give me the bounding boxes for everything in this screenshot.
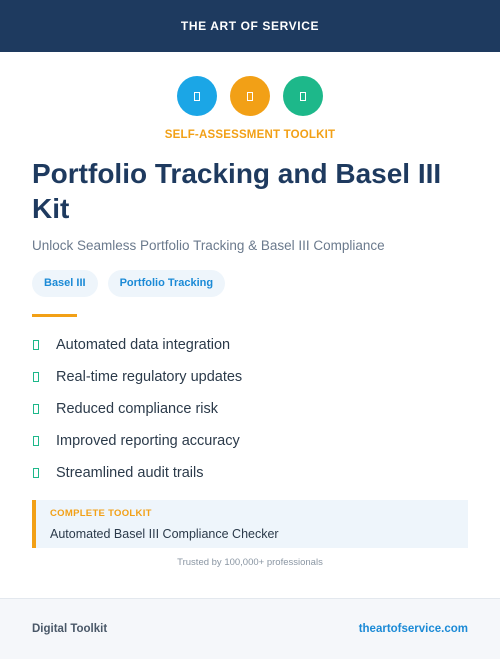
check-icon (33, 372, 39, 382)
trusted-note: Trusted by 100,000+ professionals (177, 557, 323, 568)
website-link[interactable]: theartofservice.com (358, 623, 468, 635)
icon-row (0, 76, 500, 116)
accent-divider (32, 314, 77, 317)
subtitle: Unlock Seamless Portfolio Tracking & Basel III Compliance (32, 238, 385, 253)
check-icon (33, 404, 39, 414)
tag-basel-iii: Basel III (32, 270, 98, 297)
list-item: Automated data integration (32, 329, 242, 361)
complete-toolkit-box (32, 500, 468, 548)
brand-name: THE ART OF SERVICE (180, 19, 320, 33)
toolkit-label: COMPLETE TOOLKIT (50, 508, 152, 519)
document-icon (283, 76, 323, 116)
list-item: Streamlined audit trails (32, 457, 242, 489)
tag-portfolio-tracking: Portfolio Tracking (108, 270, 226, 297)
kicker-label: SELF-ASSESSMENT TOOLKIT (164, 129, 336, 141)
document-icon (177, 76, 217, 116)
feature-list (32, 329, 242, 489)
top-banner (0, 0, 500, 52)
check-icon (33, 436, 39, 446)
check-icon (33, 340, 39, 350)
page-title: Portfolio Tracking and Basel III Kit (32, 158, 442, 224)
tag-list (32, 270, 225, 297)
list-item: Improved reporting accuracy (32, 425, 242, 457)
check-icon (33, 468, 39, 478)
footer-label: Digital Toolkit (32, 623, 108, 635)
list-item: Real-time regulatory updates (32, 361, 242, 393)
toolkit-value: Automated Basel III Compliance Checker (50, 527, 279, 541)
list-item: Reduced compliance risk (32, 393, 242, 425)
document-icon (230, 76, 270, 116)
footer (0, 598, 500, 659)
